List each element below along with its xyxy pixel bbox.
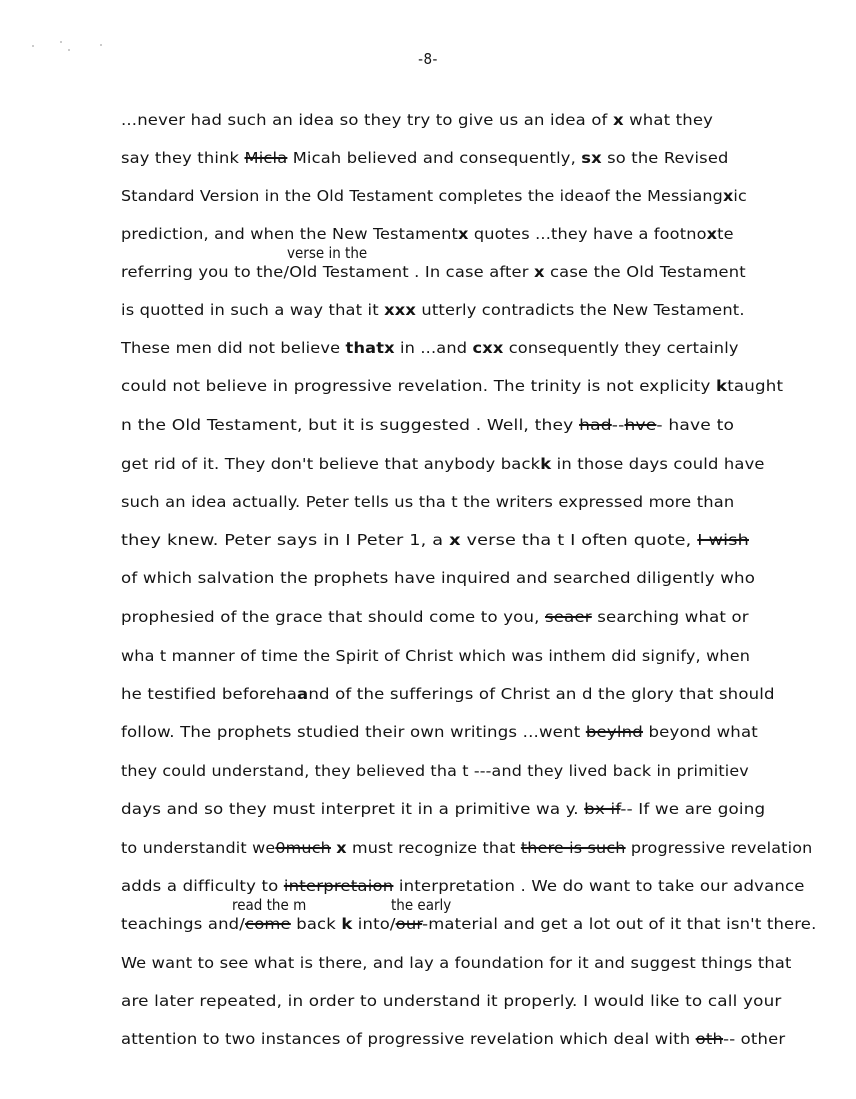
overstrike-mark: sx (581, 149, 602, 167)
text-line: These men did not believe thatx in ...and cxx consequently they certainly (121, 339, 739, 357)
struck-out-text: there is such (520, 839, 626, 857)
page-number: -8- (418, 50, 438, 68)
struck-out-text: 0much (275, 839, 331, 857)
overstrike-mark: x (706, 225, 718, 243)
text-line: he testified beforehaand of the sufferings of Christ an d the glory that should (121, 685, 775, 703)
text-line: prediction, and when the New Testamentx quotes ...they have a footnoxte (121, 225, 734, 243)
text-line: Standard Version in the Old Testament completes the ideaof the Messiangxic (121, 187, 747, 205)
text-line: are later repeated, in order to understand it properly. I would like to call your (121, 992, 782, 1010)
text-line: they could understand, they believed tha t ---and they lived back in primitiev (121, 762, 749, 780)
text-line: days and so they must interpret it in a primitive wa y. bx if-- If we are going (121, 800, 766, 818)
overstrike-mark: x (533, 263, 545, 281)
text-line: prophesied of the grace that should come to you, seaer searching what or (121, 608, 749, 626)
inserted-text-the-early: the early (391, 896, 452, 914)
struck-out-text: had (579, 416, 612, 434)
struck-out-text: our (395, 915, 423, 933)
text-line: follow. The prophets studied their own writings ...went beylnd beyond what (121, 723, 758, 741)
overstrike-mark: k (540, 455, 552, 473)
text-line: is quotted in such a way that it xxx utterly contradicts the New Testament. (121, 301, 745, 319)
text-line: get rid of it. They don't believe that anybody backk in those days could have (121, 455, 765, 473)
struck-out-text: Micla (244, 149, 288, 167)
text-line: of which salvation the prophets have inquired and searched diligently who (121, 569, 756, 587)
overstrike-mark: x (449, 531, 461, 549)
inserted-text-verse-in-the: verse in the (287, 244, 368, 262)
overstrike-mark: k (341, 915, 353, 933)
overstrike-mark: cxx (472, 339, 504, 357)
struck-out-text: hve (624, 416, 657, 434)
struck-out-text: beylnd (585, 723, 644, 741)
text-line: wha t manner of time the Spirit of Christ which was inthem did signify, when (121, 647, 751, 665)
text-line: attention to two instances of progressive revelation which deal with oth-- other (121, 1030, 786, 1048)
text-line: ...never had such an idea so they try to give us an idea of x what they (121, 111, 714, 129)
overstrike-mark: a (297, 685, 309, 703)
struck-out-text: interpretaion (283, 877, 394, 895)
text-line: they knew. Peter says in I Peter 1, a x verse tha t I often quote, I wish (121, 531, 749, 549)
struck-out-text: oth (695, 1030, 724, 1048)
text-line: n the Old Testament, but it is suggested . Well, they had--hve- have to (121, 416, 735, 434)
struck-out-text: come (244, 915, 291, 933)
text-line: such an idea actually. Peter tells us tha t the writers expressed more than (121, 493, 735, 511)
text-line: could not believe in progressive revelation. The trinity is not explicity ktaught (121, 377, 784, 395)
overstrike-mark: k (715, 377, 728, 395)
text-line: referring you to the/Old Testament . In case after x case the Old Testament (121, 263, 746, 281)
overstrike-mark: xxx (384, 301, 417, 319)
struck-out-text: seaer (544, 608, 592, 626)
text-line: adds a difficulty to interpretaion interpretation . We do want to take our advance (121, 877, 805, 895)
text-line: say they think Micla Micah believed and consequently, sx so the Revised (121, 149, 729, 167)
text-line: We want to see what is there, and lay a foundation for it and suggest things that (121, 954, 792, 972)
overstrike-mark: x (722, 187, 734, 205)
overstrike-mark: x (336, 839, 347, 857)
inserted-text-read-them: read the m (232, 896, 307, 914)
text-line: to understandit we0much x must recognize that there is such progressive revelation (121, 839, 813, 857)
overstrike-mark: x (457, 225, 469, 243)
text-line: teachings and/come back k into/our-material and get a lot out of it that isn't there. (121, 915, 817, 933)
struck-out-text: bx if (584, 800, 621, 818)
overstrike-mark: thatx (345, 339, 395, 357)
overstrike-mark: x (612, 111, 624, 129)
struck-out-text: I wish (697, 531, 749, 549)
